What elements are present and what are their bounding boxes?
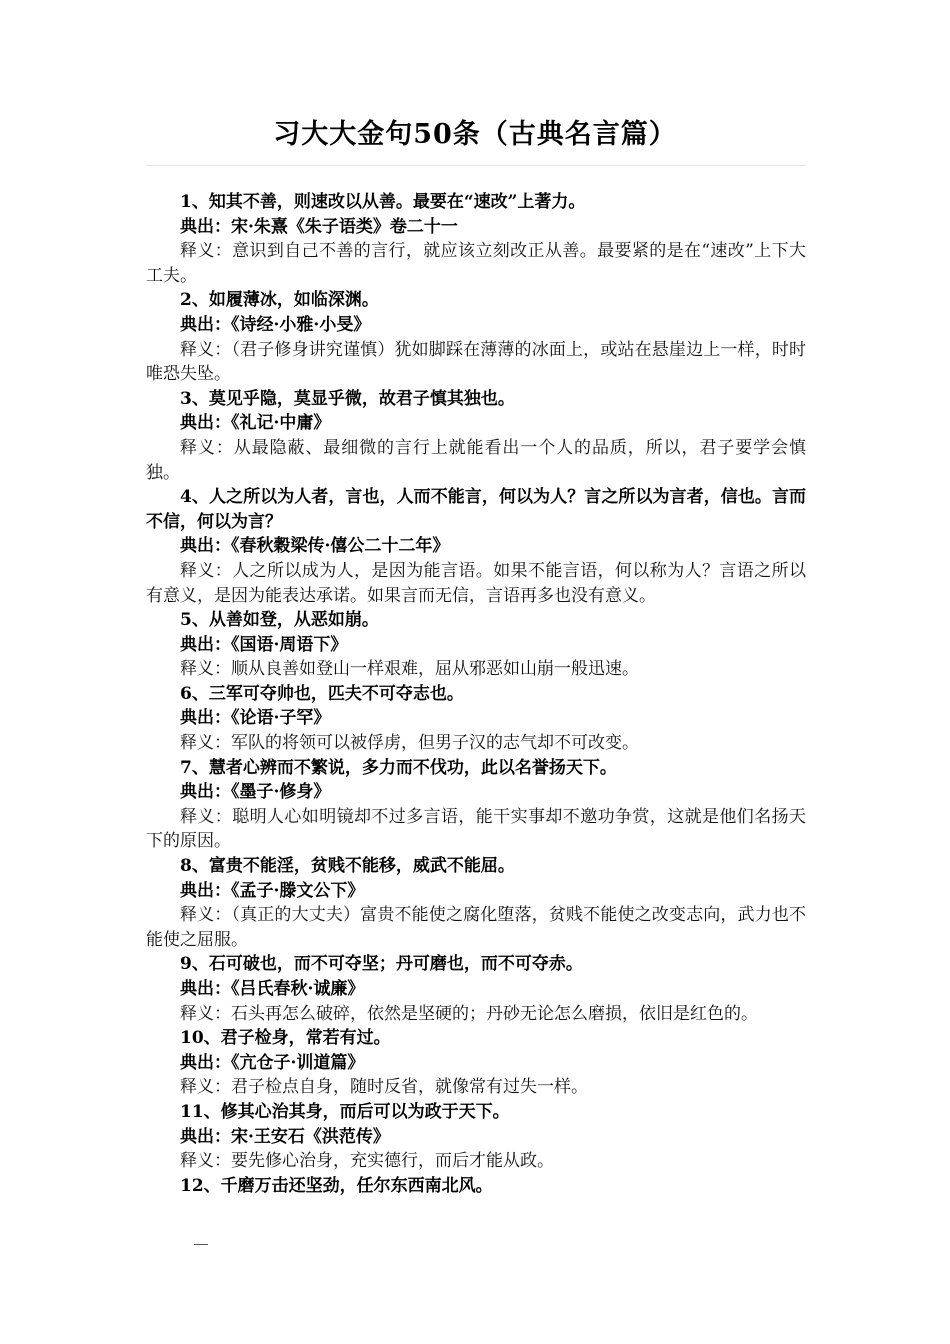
entry: [146, 485, 806, 608]
entry-explanation: 释义：要先修心治身，充实德行，而后才能从政。: [180, 1151, 554, 1172]
entry-source: 典出：《墨子·修身》: [180, 782, 331, 803]
entry: [146, 756, 806, 854]
entry-source: 典出：《孟子·滕文公下》: [180, 880, 365, 901]
entry-quote: 2、如履薄冰，如临深渊。: [180, 290, 379, 311]
entry: [146, 952, 806, 1026]
entry-source: 典出：《诗经·小雅·小旻》: [180, 314, 371, 335]
title-divider: [146, 165, 806, 166]
page-footer-mark: [194, 1244, 208, 1245]
entry-explanation: 释义：石头再怎么破碎，依然是坚硬的；丹砂无论怎么磨损，依旧是红色的。: [180, 1003, 758, 1024]
document-title: 习大大金句50条（古典名言篇）: [273, 119, 677, 150]
entry: [146, 608, 806, 682]
entry-source: 典出：《礼记·中庸》: [180, 413, 331, 434]
entry-source: 典出：《国语·周语下》: [180, 634, 348, 655]
entry: [146, 288, 806, 386]
entry-source: 典出：《春秋穀梁传·僖公二十二年》: [180, 536, 450, 557]
entry-explanation: 释义：（真正的大丈夫）富贵不能使之腐化堕落，贫贱不能使之改变志向，武力也不能使之屈服。: [146, 905, 806, 950]
entry-quote: 4、人之所以为人者，言也，人而不能言，何以为人？言之所以为言者，信也。言而不信，何以为言？: [146, 487, 806, 532]
document-body: [146, 190, 806, 1198]
entry: [146, 1026, 806, 1100]
entry-explanation: 释义：人之所以成为人，是因为能言语。如果不能言语，何以称为人？言语之所以有意义，是因为能表达承诺。如果言而无信，言语再多也没有意义。: [146, 560, 806, 606]
entry-source: 典出：宋·王安石《洪范传》: [180, 1126, 390, 1147]
entry-explanation: 释义：（君子修身讲究谨慎）犹如脚踩在薄薄的冰面上，或站在悬崖边上一样，时时唯恐失坠。: [146, 339, 806, 385]
entry: [146, 1174, 806, 1199]
entry-quote: 9、石可破也，而不可夺坚；丹可磨也，而不可夺赤。: [180, 954, 583, 975]
entry-explanation: 释义：君子检点自身，随时反省，就像常有过失一样。: [180, 1077, 588, 1098]
entry-quote: 10、君子检身，常若有过。: [180, 1028, 391, 1049]
entry-source: 典出：《论语·子罕》: [180, 708, 331, 729]
entry-explanation: 释义：聪明人心如明镜却不过多言语，能干实事却不邀功争赏，这就是他们名扬天下的原因。: [146, 806, 806, 852]
entry: [146, 1100, 806, 1174]
entry-explanation: 释义：从最隐蔽、最细微的言行上就能看出一个人的品质，所以，君子要学会慎独。: [146, 437, 806, 483]
entry-quote: 12、千磨万击还坚劲，任尔东西南北风。: [180, 1175, 493, 1196]
entry: [146, 190, 806, 288]
entry-quote: 8、富贵不能淫，贫贱不能移，威武不能屈。: [180, 856, 515, 877]
entry: [146, 387, 806, 485]
entry-explanation: 释义：顺从良善如登山一样艰难，屈从邪恶如山崩一般迅速。: [180, 659, 639, 680]
entry-explanation: 释义：军队的将领可以被俘虏，但男子汉的志气却不可改变。: [180, 733, 639, 754]
entry-quote: 11、修其心治其身，而后可以为政于天下。: [180, 1101, 510, 1122]
entry-quote: 3、莫见乎隐，莫显乎微，故君子慎其独也。: [180, 388, 515, 409]
entry-explanation: 释义：意识到自己不善的言行，就应该立刻改正从善。最要紧的是在“速改”上下大工夫。: [146, 241, 806, 286]
entry-quote: 7、慧者心辨而不繁说，多力而不伐功，此以名誉扬天下。: [180, 757, 617, 778]
entry-quote: 1、知其不善，则速改以从善。最要在“速改”上著力。: [180, 192, 586, 212]
entry-source: 典出：《亢仓子·训道篇》: [180, 1052, 365, 1073]
entry-quote: 5、从善如登，从恶如崩。: [180, 610, 379, 631]
entry-source: 典出：宋·朱熹《朱子语类》卷二十一: [180, 216, 458, 237]
entry: [146, 682, 806, 756]
entry-quote: 6、三军可夺帅也，匹夫不可夺志也。: [180, 683, 464, 704]
entry: [146, 854, 806, 952]
entry-source: 典出：《吕氏春秋·诚廉》: [180, 979, 365, 999]
